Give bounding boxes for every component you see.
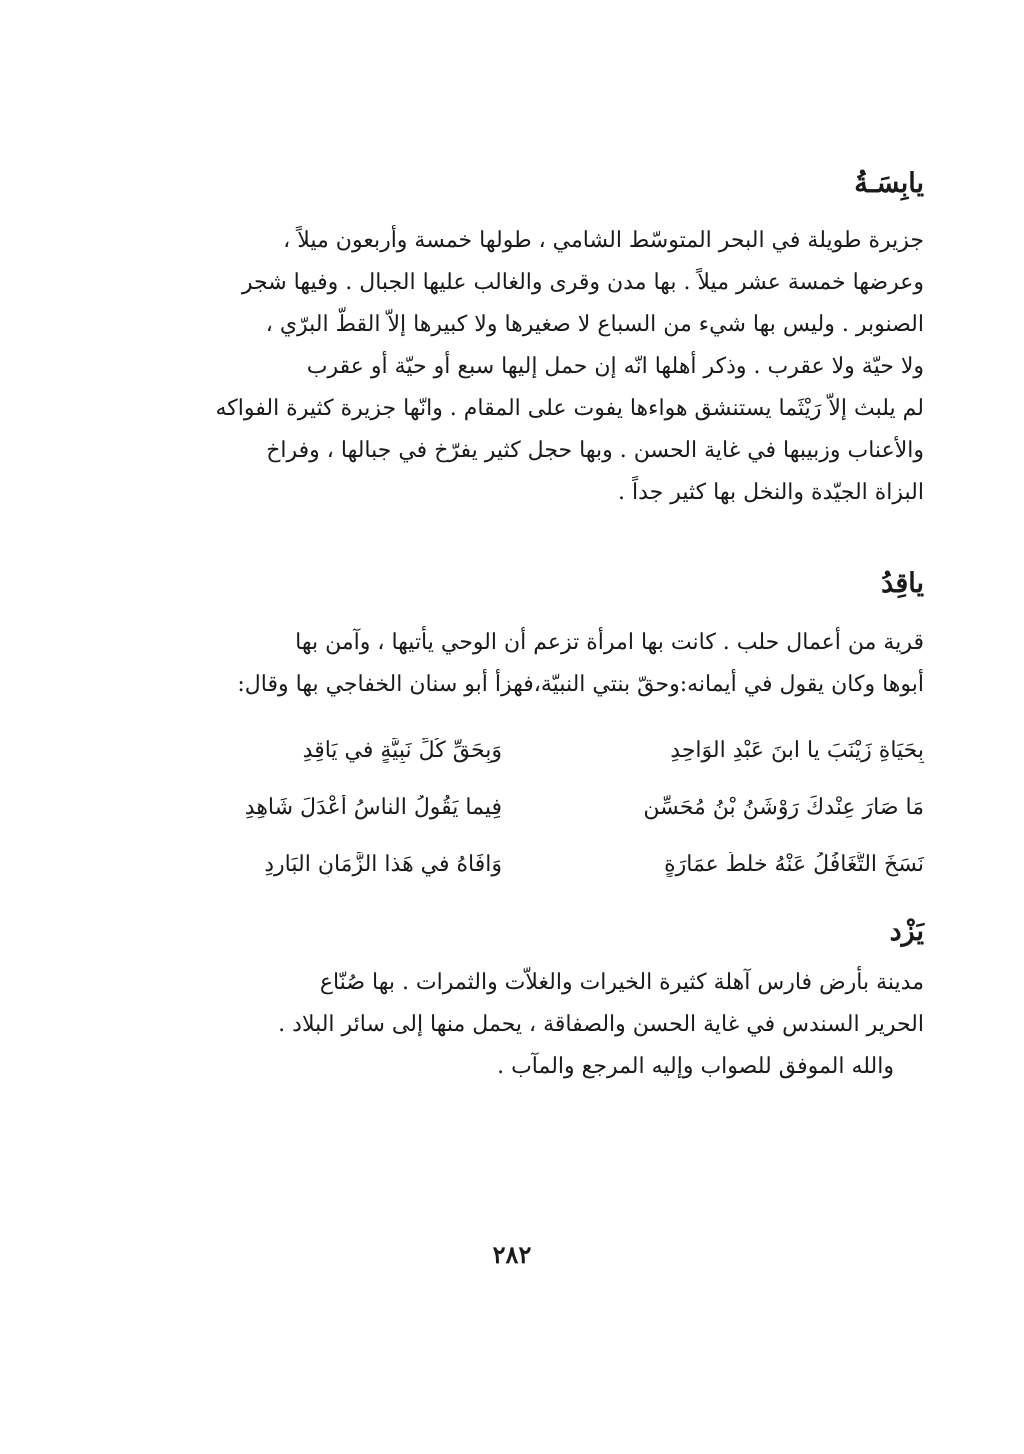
- poem-hemistich: مَا صَارَ عِنْدكَ رَوْشَنُ بْنُ مُحَسِّنٍ: [643, 795, 924, 820]
- poem-verse: [112, 836, 924, 893]
- entry-body-yabisa: [112, 220, 924, 514]
- text-line: أبوها وكان يقول في أيمانه:وحقّ بنتي النبيّة،فهزأ أبو سنان الخفاجي بها وقال:: [237, 672, 924, 697]
- poem-hemistich: نَسَخَ التَّغَافُلُ عَنْهُ خلطَ عمَارَةٍ: [664, 852, 924, 877]
- entry-body-yaqid: [112, 622, 924, 706]
- poem-hemistich: فِيما يَقُولُ الناسُ أَعْدَلَ شَاهِدِ: [244, 795, 502, 820]
- entry-title-yabisa: يابِسَـةُ: [854, 168, 924, 199]
- text-line: وعرضها خمسة عشر ميلاً . بها مدن وقرى والغالب عليها الجبال . وفيها شجر: [241, 270, 924, 295]
- text-line: قرية من أعمال حلب . كانت بها امرأة تزعم أن الوحي يأتيها ، وآمن بها: [295, 630, 924, 655]
- entry-body-yazd: [112, 962, 924, 1088]
- text-line: الصنوبر . وليس بها شيء من السباع لا صغيرها ولا كبيرها إلاّ القطّ البرّي ،: [265, 312, 924, 337]
- text-line: والله الموفق للصواب وإليه المرجع والمآب .: [497, 1054, 894, 1079]
- page-number: ٢٨٢: [492, 1240, 532, 1269]
- entry-title-yazd: يَزْد: [889, 916, 924, 947]
- text-line: مدينة بأرض فارس آهلة كثيرة الخيرات والغلاّت والثمرات . بها صُنّاع: [319, 970, 924, 995]
- text-line: لم يلبث إلاّ رَيْثَما يستنشق هواءها يفوت على المقام . وانّها جزيرة كثيرة الفواكه: [215, 396, 924, 421]
- text-line: البزاة الجيّدة والنخل بها كثير جداً .: [618, 480, 924, 505]
- poem-hemistich: وَافَاهُ في هَذا الزَّمَانِ البَارِدِ: [264, 852, 502, 877]
- poem-verse: [112, 779, 924, 836]
- poem-hemistich: بِحَيَاةِ زَيْنَبَ يا ابنَ عَبْدِ الوَاحِدِ: [670, 738, 924, 763]
- text-line: جزيرة طويلة في البحر المتوسّط الشامي ، طولها خمسة وأربعون ميلاً ،: [283, 228, 924, 253]
- poem-verse: [112, 722, 924, 779]
- text-line: ولا حيّة ولا عقرب . وذكر أهلها انّه إن حمل إليها سبع أو حيّة أو عقرب: [306, 354, 924, 379]
- text-line: الحرير السندس في غاية الحسن والصفاقة ، يحمل منها إلى سائر البلاد .: [278, 1012, 924, 1037]
- text-line: والأعناب وزبيبها في غاية الحسن . وبها حجل كثير يفرّخ في جبالها ، وفراخ: [266, 438, 924, 463]
- poem-hemistich: وَبِحَقِّ كُلِّ نَبِيَّةٍ في يَاقِدِ: [302, 738, 502, 763]
- entry-title-yaqid: ياقِدُ: [881, 568, 924, 599]
- poem-block: [112, 722, 924, 893]
